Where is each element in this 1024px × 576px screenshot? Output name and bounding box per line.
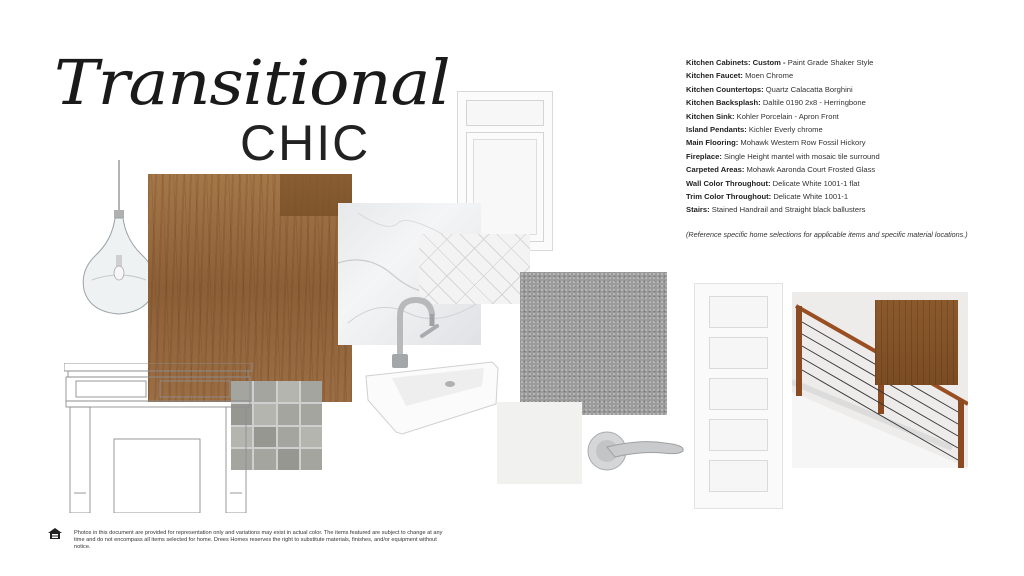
stair-stain-swatch [875, 300, 958, 385]
spec-row [686, 83, 1016, 96]
spec-value: Single Height mantel with mosaic tile surround [723, 151, 880, 161]
spec-label: Kitchen Cabinets: Custom - [686, 58, 788, 67]
door-lever-image [585, 425, 687, 473]
spec-value: Daltile 0190 2x8 - Herringbone [762, 98, 866, 108]
spec-list [686, 56, 1016, 217]
spec-row [686, 69, 1016, 82]
door-panel [709, 296, 768, 328]
spec-label: Kitchen Sink: [686, 111, 737, 121]
spec-label: Main Flooring: [686, 138, 741, 148]
spec-value: Kohler Porcelain - Apron Front [736, 111, 839, 121]
spec-row [686, 150, 1016, 163]
spec-value: Kichler Everly chrome [748, 125, 823, 135]
spec-value: Quartz Calacatta Borghini [765, 84, 853, 94]
title-sub: CHIC [240, 115, 371, 171]
spec-label: Trim Color Throughout: [686, 192, 774, 202]
spec-row [686, 56, 1016, 69]
carpet-swatch [520, 272, 667, 415]
spec-row [686, 163, 1016, 176]
cabinet-drawer-panel [466, 100, 544, 126]
footer-disclaimer: Photos in this document are provided for representation only and variations may exist in actual color. The items featured are subject to change at any time and do not encompass all items selected for home. Drees Homes reserves the right to substitute materials, finishes, and/or equipment without notice. [74, 530, 443, 550]
spec-row [686, 110, 1016, 123]
door-panel [709, 460, 768, 492]
spec-value: Mohawk Aaronda Court Frosted Glass [746, 165, 876, 175]
spec-value: Paint Grade Shaker Style [787, 58, 874, 67]
reference-note: (Reference specific home selections for applicable items and specific material locations.) [686, 230, 968, 239]
spec-row [686, 123, 1016, 136]
spec-label: Wall Color Throughout: [686, 178, 773, 188]
spec-value: Stained Handrail and Straight black ballusters [711, 205, 866, 215]
spec-label: Kitchen Countertops: [686, 84, 766, 94]
spec-value: Delicate White 1001-1 flat [772, 178, 860, 188]
spec-value: Mohawk Western Row Fossil Hickory [740, 138, 866, 148]
spec-label: Stairs: [686, 205, 712, 215]
spec-label: Fireplace: [686, 151, 724, 161]
spec-value: Moen Chrome [745, 71, 794, 81]
door-panel [709, 337, 768, 369]
door-panel [709, 378, 768, 410]
door-panel [709, 419, 768, 451]
backsplash-swatch [419, 234, 530, 304]
fireplace-mantel-drawing [64, 363, 254, 513]
spec-label: Island Pendants: [686, 125, 749, 135]
title-script: Transitional [54, 46, 450, 119]
spec-row [686, 190, 1016, 203]
spec-row [686, 203, 1016, 216]
spec-label: Kitchen Backsplash: [686, 98, 763, 108]
spec-label: Kitchen Faucet: [686, 71, 746, 81]
spec-row [686, 96, 1016, 109]
faucet-sink-image [362, 296, 502, 436]
interior-door-image [694, 283, 783, 509]
spec-row [686, 177, 1016, 190]
spec-label: Carpeted Areas: [686, 165, 747, 175]
spec-value: Delicate White 1001-1 [773, 192, 849, 202]
spec-row [686, 136, 1016, 149]
equal-housing-icon [48, 528, 62, 540]
wall-color-swatch [497, 402, 582, 484]
